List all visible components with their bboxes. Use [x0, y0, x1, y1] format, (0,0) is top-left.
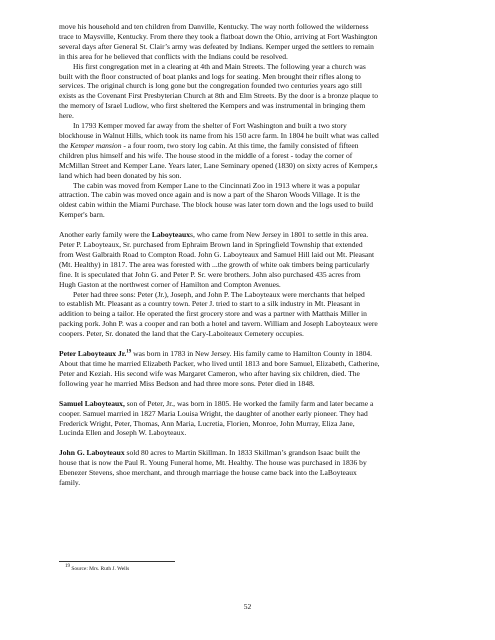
- footnote: [65, 566, 129, 573]
- kemper-mansion-italic: Kemper mansion: [70, 140, 122, 150]
- paragraph-john-g: John G. Laboyteaux sold 80 acres to Martin Skillman. In 1833 Skillman’s grandson Isaac built the house that is now the Paul R. Young Funeral home, Mt. Healthy. The house was purchased in 1836 by Ebenezer Stevens, shoe merchant, and through marriage the house came back into the LaBoyteaux family.: [59, 448, 367, 488]
- paragraph-samuel: Samuel Laboyteaux, son of Peter, Jr., was born in 1805. He worked the family farm and later became a cooper. Samuel married in 1827 Maria Louisa Wright, the daughter of another early pioneer. They had Frederick Wright, Peter, Thomas, Ann Maria, Lucretia, Florien, Monroe, John Murray, Eliza Jane, Lucinda Ellen and Joseph W. Laboyteaux.: [59, 398, 374, 438]
- footnote-text: Source: Mrs. Ruth J. Wells: [70, 566, 130, 572]
- paragraph-kemper-journey: move his household and ten children from Danville, Kentucky. The way north followed the wilderness trace to Maysville, Kentucky. From there they took a flatboat down the Ohio, arriving at Fort Washington several days after General St. Clair’s army was defeated by Indians. Kemper urged the settlers to remain in this area for he believed that conflicts with the Indians could be resolved.: [59, 22, 378, 61]
- footnote-ref-19[interactable]: 19: [126, 349, 132, 355]
- samuel-heading: Samuel Laboyteaux,: [59, 398, 125, 408]
- page-number: 52: [243, 602, 252, 611]
- paragraph-blockhouse: In 1793 Kemper moved far away from the shelter of Fort Washington and built a two story blockhouse in Walnut Hills, which took its name from his 150 acre farm. In 1804 he built what was called the Kemper mansion - a four room, two story log cabin. At this time, the family consisted of fifteen children plus himself and his wife. The house stood in the middle of a forest - today the corner of McMillan Street and Kemper Lane. Years later, Lane Seminary opened (1830) on sixty acres of Kemper,s land which had been donated by his son.: [59, 121, 379, 180]
- paragraph-cabin-moved: The cabin was moved from Kemper Lane to the Cincinnati Zoo in 1913 where it was a popular attraction. The cabin was moved once again and is now a part of the Sharon Woods Village. It is the oldest cabin within the Miami Purchase. The block house was later torn down and the logs used to build Kemper's barn.: [59, 180, 374, 220]
- laboyteaux-bold: Laboyteaux: [151, 230, 191, 240]
- footnote-divider: [59, 561, 175, 562]
- paragraph-peter-jr: Peter Laboyteaux Jr.$^{19}$ was born in 1783 in New Jersey. His family came to Hamilton County in 1804. About that time he married Elizabeth Packer, who lived until 1813 and bore Samuel, Elizabeth, Catherine, Peter and Keziah. His second wife was Margaret Cameron, who after having six children, died. The following year he married Miss Bedson and had three more sons. Peter died in 1848.: [59, 349, 380, 388]
- john-g-heading: John G. Laboyteaux: [59, 448, 125, 458]
- paragraph-first-congregation: His first congregation met in a clearing at 4th and Main Streets. The following year a church was built with the floor constructed of boat planks and logs for seating. Men brought their rifles along to services. The original church is long gone but the congregation founded two centuries years ago still exists as the Covenant First Presbyterian Church at 8th and Elm Streets. By the door is a bronze plaque to the memory of Israel Ludlow, who first sheltered the Kempers and was instrumental in bringing them here.: [59, 61, 379, 121]
- body-text: [59, 22, 459, 488]
- footnote-number: 19: [65, 564, 70, 570]
- peter-jr-heading: Peter Laboyteaux Jr.: [59, 349, 127, 359]
- paragraph-laboyteaux-family: Another early family were the Laboyteauxs, who came from New Jersey in 1801 to settle in this area. Peter P. Laboyteaux, Sr. purchased from Ephraim Brown land in Springfield Township that extended from West Galbraith Road to Compton Road. John G. Laboyteaux and Samuel Hill laid out Mt. Pleasant (Mt. Healthy) in 1817. The area was forested with ...the growth of white oak timbers being particularly fine. It is speculated that John G. and Peter P. Sr. were brothers. John also purchased 435 acres from Hugh Gaston at the northwest corner of Hamilton and Compton Avenues.: [59, 230, 375, 289]
- paragraph-peter-sons: Peter had three sons: Peter (Jr.), Joseph, and John P. The Laboyteaux were merchants that helped to establish Mt. Pleasant as a country town. Peter J. tried to start to a silk industry in Mt. Pleasant in addition to being a tailor. He operated the first grocery store and was a partner with Matthais Miller in packing pork. John P. was a cooper and ran both a hotel and tavern. William and Joseph Laboyteaux were coopers. Peter, Sr. donated the land that the Cary-Laboiteaux Cemetery occupies.: [59, 289, 378, 339]
